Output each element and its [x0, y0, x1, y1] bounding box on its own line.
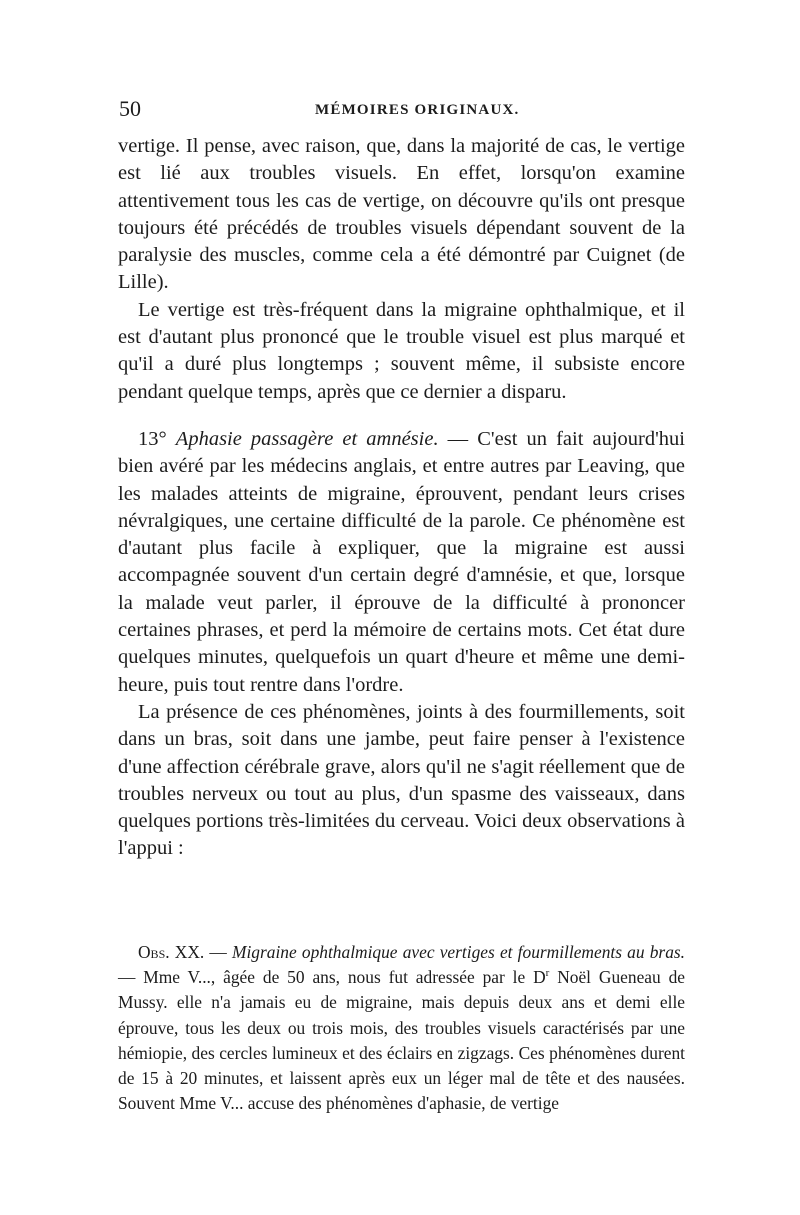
- running-title: MÉMOIRES ORIGINAUX.: [315, 102, 520, 118]
- paragraph-vertige-migraine: Le vertige est très-fréquent dans la migraine ophthalmique, et il est d'autant plus prononcé que le trouble visuel est plus marqué et qu'il a duré plus longtemps ; souvent même, il subsiste encore pendant quelque temps, après que ce dernier a disparu.: [118, 298, 685, 403]
- paragraph-aphasie-text: — C'est un fait aujourd'hui bien avéré par les médecins anglais, et entre autres par Leaving, que les malades atteints de migraine, éprouvent, pendant leurs crises névralgiques, une certaine difficulté de la parole. Ce phénomène est d'autant plus facile à expliquer, que la migraine est aussi accompagnée souvent d'un certain degré d'amnésie, et que, lorsque la malade veut parler, il éprouve de la difficulté à prononcer certaines phrases, et perd la mémoire de certains mots. Cet état dure quelques minutes, quelquefois un quart d'heure et même une demi-heure, puis tout rentre dans l'ordre.: [118, 427, 685, 696]
- observation-text-b: Noël Gueneau de Mussy. elle n'a jamais eu de migraine, mais depuis deux ans et demi elle éprouve, tous les deux ou trois mois, des troubles visuels caractérisés par une hémiopie, des cercles lumineux et des éclairs en zigzags. Ces phénomènes durent de 15 à 20 minutes, et laissent après eux un léger mal de tête et des nausées. Souvent Mme V... accuse des phénomènes d'aphasie, de vertige: [118, 967, 685, 1114]
- section-title: Aphasie passagère et amnésie.: [175, 427, 439, 450]
- paragraph-presence-phenomenes: La présence de ces phénomènes, joints à des fourmillements, soit dans un bras, soit dans une jambe, peut faire penser à l'existence d'une affection cérébrale grave, alors qu'il ne s'agit réellement que de troubles nerveux ou tout au plus, d'un spasme des vaisseaux, dans quelques portions très-limitées du cerveau. Voici deux observations à l'appui :: [118, 700, 685, 860]
- page-header: [119, 96, 685, 122]
- doctor-superscript: r: [545, 967, 550, 980]
- observation-dash: —: [204, 942, 232, 962]
- paragraph-aphasie: [118, 426, 685, 699]
- observation-label: Obs. XX.: [138, 942, 205, 962]
- section-number: 13°: [138, 427, 167, 450]
- page-number: 50: [119, 96, 141, 121]
- observation-text-a: — Mme V..., âgée de 50 ans, nous fut adressée par le D: [118, 967, 546, 988]
- observation-title: Migraine ophthalmique avec vertiges et fourmillements au bras.: [231, 942, 686, 962]
- paragraph-vertige-continued: vertige. Il pense, avec raison, que, dans la majorité de cas, le vertige est lié aux troubles visuels. En effet, lorsqu'on examine attentivement tous les cas de vertige, on découvre qu'ils ont presque toujours été précédés de troubles visuels dépendant souvent de la paralysie des muscles, comme cela a été démontré par Cuignet (de Lille).: [118, 135, 685, 294]
- main-text: [118, 133, 685, 863]
- observation-xx: [118, 940, 685, 1116]
